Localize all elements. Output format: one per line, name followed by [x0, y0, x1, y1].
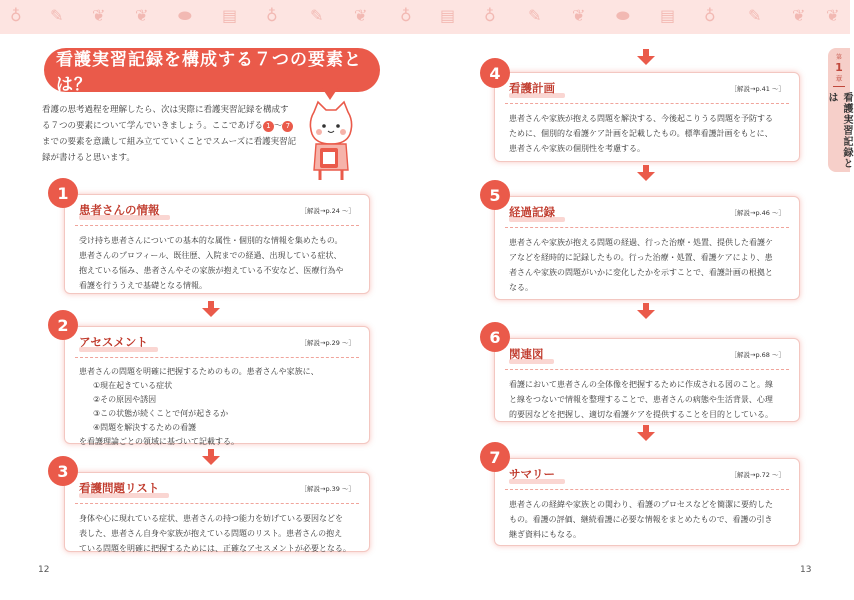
element-card-6 [494, 338, 800, 422]
card-line: 受け持ち患者さんについての基本的な属性・個別的な情報を集めたもの。 [79, 236, 343, 245]
card-body [509, 370, 785, 422]
element-card-2 [64, 326, 370, 444]
card-body [79, 504, 355, 556]
page-number-left: 12 [38, 565, 50, 575]
syringe-icon: ✎ [528, 6, 542, 25]
card-line: ために、個別的な看護ケア計画を記載したもの。標準看護計画をもとに、 [509, 129, 773, 138]
step-number-badge: 4 [480, 58, 510, 88]
card-footer-line: を看護理論ごとの領域に基づいて記載する。 [79, 437, 239, 446]
stethoscope-icon: ♁ [266, 6, 278, 25]
cat-nurse-mascot [302, 100, 358, 182]
page-title-bubble [44, 48, 380, 95]
flow-down-arrow [202, 308, 220, 317]
card-line: 患者さんの経緯や家族との関わり、看護のプロセスなどを簡潔に要約した [509, 500, 773, 509]
card-page-reference[interactable]: ［解説→p.24 〜］ [300, 206, 355, 215]
leaf-icon: ❦ [354, 6, 368, 25]
element-card-7 [494, 458, 800, 546]
chapter-suffix: 章 [835, 75, 843, 83]
card-header [509, 73, 785, 103]
stethoscope-icon: ♁ [704, 6, 716, 25]
element-card-4 [494, 72, 800, 162]
card-line: 患者さんや家族の個別性を考慮する。 [509, 144, 645, 153]
tab-divider [833, 86, 845, 87]
card-page-reference[interactable]: ［解説→p.68 〜］ [730, 350, 785, 359]
step-number-badge: 7 [480, 442, 510, 472]
syringe-icon: ✎ [748, 6, 762, 25]
syringe-icon: ✎ [310, 6, 324, 25]
card-header [79, 327, 355, 357]
flow-down-arrow [637, 56, 655, 65]
leaf-icon: ❦ [572, 6, 586, 25]
page-title: 看護実習記録を構成する７つの要素とは？ [56, 50, 362, 95]
card-title: 看護計画 [509, 81, 555, 95]
list-item: ③この状態が続くことで何が起きるか [93, 409, 229, 418]
range-end-badge: 7 [282, 121, 293, 132]
intro-line: 録が書けると思います。 [42, 153, 135, 163]
card-line: 患者さんの問題を明確に把握するためのもの。患者さんや家族に、 [79, 367, 319, 376]
intro-line-text: る７つの要素について学んでいきましょう。ここであげる [42, 121, 263, 131]
card-title: サマリー [509, 467, 555, 481]
card-title: 経過記録 [509, 205, 555, 219]
card-title: 看護問題リスト [79, 481, 160, 495]
stethoscope-icon: ♁ [10, 6, 22, 25]
card-line: 看護を行ううえで基礎となる情報。 [79, 281, 207, 290]
card-line: 身体や心に現れている症状、患者さんの持つ能力を妨げている要因などを [79, 514, 343, 523]
chapter-number: 1 [835, 61, 843, 74]
card-header [79, 195, 355, 225]
card-page-reference[interactable]: ［解説→p.41 〜］ [730, 84, 785, 93]
element-card-1 [64, 194, 370, 294]
card-header [509, 197, 785, 227]
leaf-icon: ❦ [92, 6, 106, 25]
card-line: 的要因などを把握し、適切な看護ケアを提供することを目的としている。 [509, 410, 773, 419]
range-separator: 〜 [273, 121, 283, 131]
card-body [509, 228, 785, 295]
card-title: 関連図 [509, 347, 544, 361]
card-title: 患者さんの情報 [79, 203, 160, 217]
clipboard-icon: ▤ [222, 6, 238, 25]
card-page-reference[interactable]: ［解説→p.72 〜］ [730, 470, 785, 479]
step-number-badge: 5 [480, 180, 510, 210]
capsule-icon: ⬬ [616, 6, 630, 25]
flow-down-arrow [202, 456, 220, 465]
card-page-reference[interactable]: ［解説→p.29 〜］ [300, 338, 355, 347]
intro-line: 看護の思考過程を理解したら、次は実際に看護実習記録を構成す [42, 105, 289, 115]
stethoscope-icon: ♁ [484, 6, 496, 25]
chapter-tab[interactable] [828, 48, 850, 172]
chapter-title: 看護実習記録とは [826, 91, 852, 169]
intro-paragraph [42, 102, 298, 166]
capsule-icon: ⬬ [178, 6, 192, 25]
step-number-badge: 2 [48, 310, 78, 340]
card-line: もの。看護の評価、継続看護に必要な情報をまとめたもので、看護の引き [509, 515, 773, 524]
intro-line: までの要素を意識して組み立てていくことでスムーズに看護実習記 [42, 137, 297, 147]
card-line: 患者さんのプロフィール、既往歴、入院までの経過、出現している症状、 [79, 251, 342, 260]
card-header [509, 459, 785, 489]
card-line: 患者さんや家族が抱える問題を解決する、今後起こりうる問題を予防する [509, 114, 773, 123]
leaf-icon: ❦ [135, 6, 149, 25]
chapter-prefix: 第 [835, 54, 842, 61]
card-body [79, 358, 355, 449]
card-header [79, 473, 355, 503]
leaf-icon: ❦ [792, 6, 806, 25]
step-number-badge: 3 [48, 456, 78, 486]
clipboard-icon: ▤ [440, 6, 456, 25]
card-line: ている問題を明確に把握するためには、正確なアセスメントが必要となる。 [79, 544, 351, 553]
flow-down-arrow [637, 310, 655, 319]
card-header [509, 339, 785, 369]
card-line: アなどを経時的に記録したもの。行った治療・処置、看護ケアにより、患 [509, 253, 773, 262]
card-body [79, 226, 355, 293]
stethoscope-icon: ♁ [400, 6, 412, 25]
leaf-icon: ❦ [826, 6, 840, 25]
card-line: 者さんや家族の問題がいかに変化したかを示すことで、看護計画の根拠と [509, 268, 773, 277]
list-item: ②その原因や誘因 [93, 395, 157, 404]
list-item: ④問題を解決するための看護 [93, 423, 197, 432]
flow-down-arrow [637, 432, 655, 441]
step-number-badge: 6 [480, 322, 510, 352]
page-number-right: 13 [800, 565, 812, 575]
card-body [509, 104, 785, 156]
intro-line [42, 118, 298, 134]
card-line: 表した、患者さん自身や家族が抱えている問題のリスト。患者さんの抱え [79, 529, 343, 538]
flow-down-arrow [637, 172, 655, 181]
card-line: なる。 [509, 283, 533, 292]
card-page-reference[interactable]: ［解説→p.39 〜］ [300, 484, 355, 493]
range-start-badge: 1 [263, 121, 274, 132]
element-card-3 [64, 472, 370, 552]
syringe-icon: ✎ [50, 6, 64, 25]
card-line: 抱えている悩み、患者さんやその家族が抱えている不安など、医療行為や [79, 266, 344, 275]
card-body [509, 490, 785, 542]
card-line: と線をつないで情報を整理することで、患者さんの病態や生活背景、心理 [509, 395, 773, 404]
clipboard-icon: ▤ [660, 6, 676, 25]
card-page-reference[interactable]: ［解説→p.46 〜］ [730, 208, 785, 217]
step-number-badge: 1 [48, 178, 78, 208]
element-card-5 [494, 196, 800, 300]
list-item: ①現在起きている症状 [93, 381, 173, 390]
card-line: 看護において患者さんの全体像を把握するために作成される図のこと。線 [509, 380, 773, 389]
decorative-header-band [0, 0, 850, 34]
card-line: 患者さんや家族が抱える問題の経過、行った治療・処置、提供した看護ケ [509, 238, 773, 247]
card-line: 継ぎ資料にもなる。 [509, 530, 581, 539]
card-title: アセスメント [79, 335, 148, 349]
